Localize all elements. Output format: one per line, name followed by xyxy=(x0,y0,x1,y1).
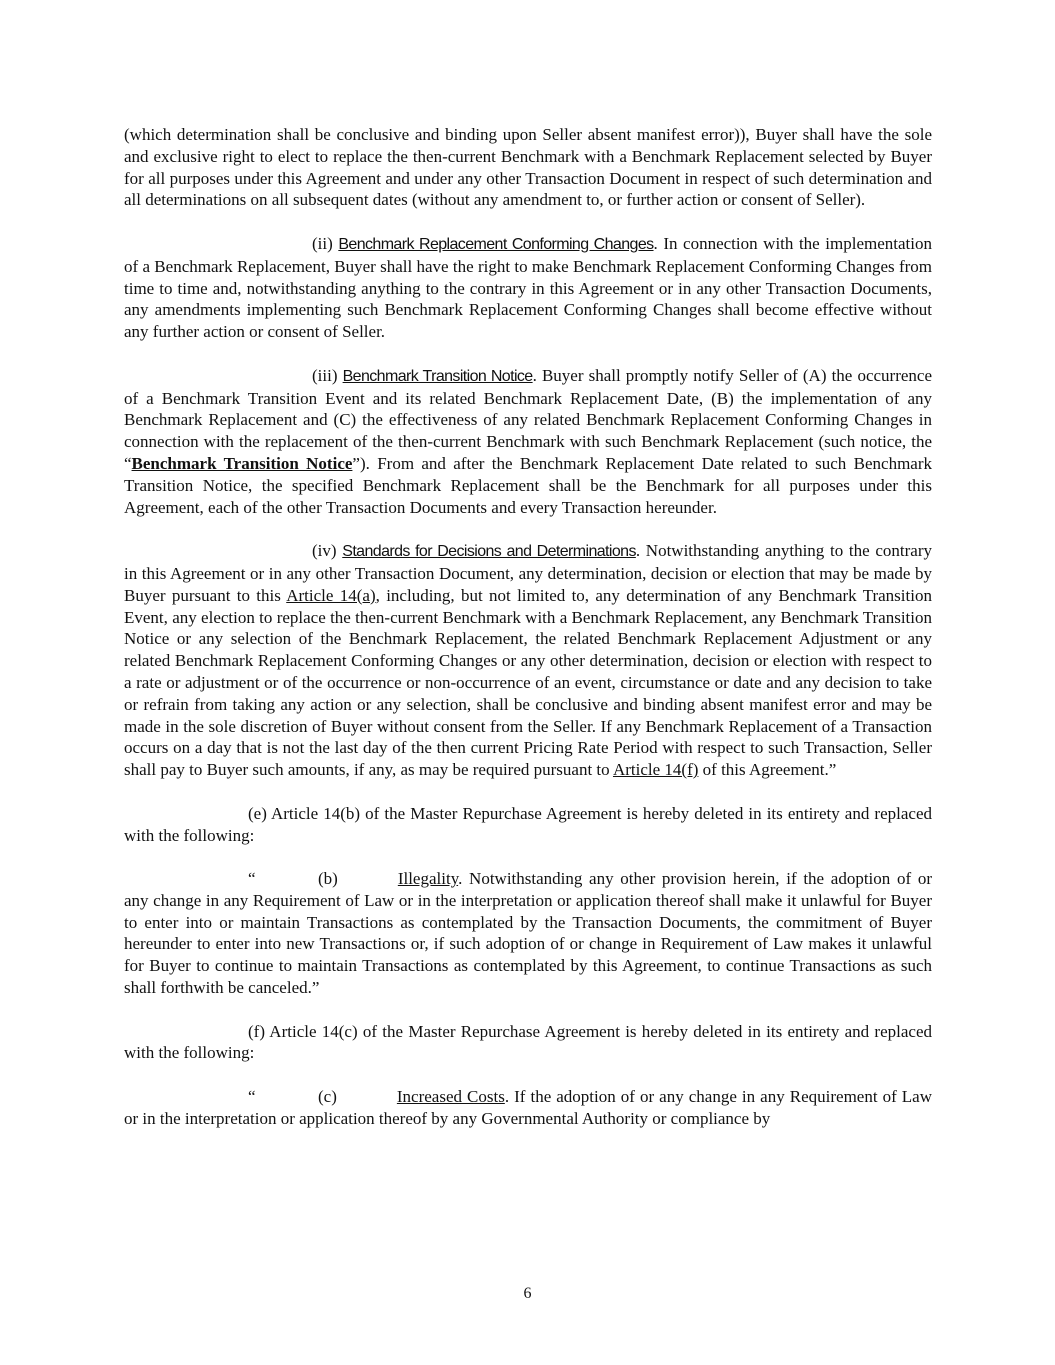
clause-heading: Illegality xyxy=(397,869,459,889)
page-number: 6 xyxy=(523,1285,532,1302)
clause-number: (ii) xyxy=(312,233,339,253)
clause-body: . If the adoption of or any change in any Requirement of Law or in the interpretation or application thereof by any Governmental Authority or compliance by xyxy=(124,1087,932,1128)
clause-number: (iv) xyxy=(312,541,343,561)
paragraph-amendment-e: (e) Article 14(b) of the Master Repurchase Agreement is hereby deleted in its entirety and replaced with the following: xyxy=(124,803,932,845)
open-quote: “ xyxy=(248,1087,256,1107)
clause-body-end: of this Agreement.” xyxy=(698,760,837,780)
paragraph-standards-for-decisions xyxy=(124,540,932,781)
clause-number: (iii) xyxy=(312,365,343,385)
open-quote: “ xyxy=(248,869,256,889)
clause-label: (b) xyxy=(318,869,338,889)
paragraph-illegality xyxy=(124,868,932,999)
clause-label: (c) xyxy=(318,1087,337,1107)
paragraph-amendment-f: (f) Article 14(c) of the Master Repurchase Agreement is hereby deleted in its entirety and replaced with the following: xyxy=(124,1021,932,1063)
document-page xyxy=(124,124,932,1151)
paragraph-benchmark-conforming-changes xyxy=(124,233,932,343)
clause-body: . Buyer shall promptly notify Seller of (A) the occurrence of a Benchmark Transition Event and its related Benchmark Replacement Date, (B) the implementation of any Benchmark Replacement and (C) the effectiveness of any related Benchmark Replacement Conforming Changes in connection with the replacement of the then-current Benchmark with such Benchmark Replacement (such notice, the “ xyxy=(124,365,932,473)
paragraph-benchmark-transition-notice xyxy=(124,365,932,519)
defined-term: Benchmark Transition Notice xyxy=(131,453,353,473)
clause-body: . Notwithstanding anything to the contrary in this Agreement or in any other Transaction Document, any determination, decision or election that may be made by Buyer pursuant to this xyxy=(124,541,933,605)
clause-heading: Benchmark Replacement Conforming Changes xyxy=(338,235,654,253)
clause-body-continued: ”). From and after the Benchmark Replacement Date related to such Benchmark Transition Notice, the specified Benchmark Replacement shall be the Benchmark for all purposes under this Agreement, each of the other Transaction Documents and every Transaction hereunder. xyxy=(124,453,933,517)
clause-body-continued: , including, but not limited to, any determination of any Benchmark Transition Event, any election to replace the then-current Benchmark with a Benchmark Replacement, any Benchmark Transition Notice or any selection of the Benchmark Replacement, the related Benchmark Replacement Adjustment or any related Benchmark Replacement Conforming Changes or any other determination, decision or election with respect to a rate or adjustment or of the occurrence or non-occurrence of an event, circumstance or date and any decision to take or refrain from taking any action or any selection, shall be conclusive and binding absent manifest error and may be made in the sole discretion of Buyer without consent from the Seller. If any Benchmark Replacement of a Transaction occurs on a day that is not the last day of the then current Pricing Rate Period with respect to such Transaction, Seller shall pay to Buyer such amounts, if any, as may be required pursuant to xyxy=(124,585,932,780)
clause-body: . Notwithstanding any other provision herein, if the adoption of or any change in any Requirement of Law or in the interpretation or application thereof shall make it unlawful for Buyer to enter into or maintain Transactions as contemplated by the Transaction Documents, the commitment of Buyer hereunder to enter into new Transactions or, if such adoption of or change in Requirement of Law makes it unlawful for Buyer to continue to maintain Transactions as contemplated by this Agreement, to continue Transactions as such shall forthwith be canceled.” xyxy=(124,869,932,998)
clause-heading: Standards for Decisions and Determinations xyxy=(342,543,636,561)
clause-heading: Benchmark Transition Notice xyxy=(342,367,533,385)
clause-body: . In connection with the implementation of a Benchmark Replacement, Buyer shall have the right to make Benchmark Replacement Conforming Changes from time to time and, notwithstanding anything to the contrary in this Agreement or in any other Transaction Documents, any amendments implementing such Benchmark Replacement Conforming Changes shall become effective without any further action or consent of Seller. xyxy=(124,233,932,342)
article-reference: Article 14(f) xyxy=(612,760,699,780)
paragraph-increased-costs xyxy=(124,1086,932,1130)
article-reference: Article 14(a) xyxy=(286,585,376,605)
clause-heading: Increased Costs xyxy=(396,1087,505,1107)
paragraph-continuation: (which determination shall be conclusive and binding upon Seller absent manifest error)), Buyer shall have the sole and exclusive right to elect to replace the then-current Benchmark with a Benchmark Replacement selected by Buyer for all purposes under this Agreement and under any other Transaction Document in respect of such determination and all determinations on all subsequent dates (without any amendment to, or further action or consent of Seller). xyxy=(124,125,932,210)
